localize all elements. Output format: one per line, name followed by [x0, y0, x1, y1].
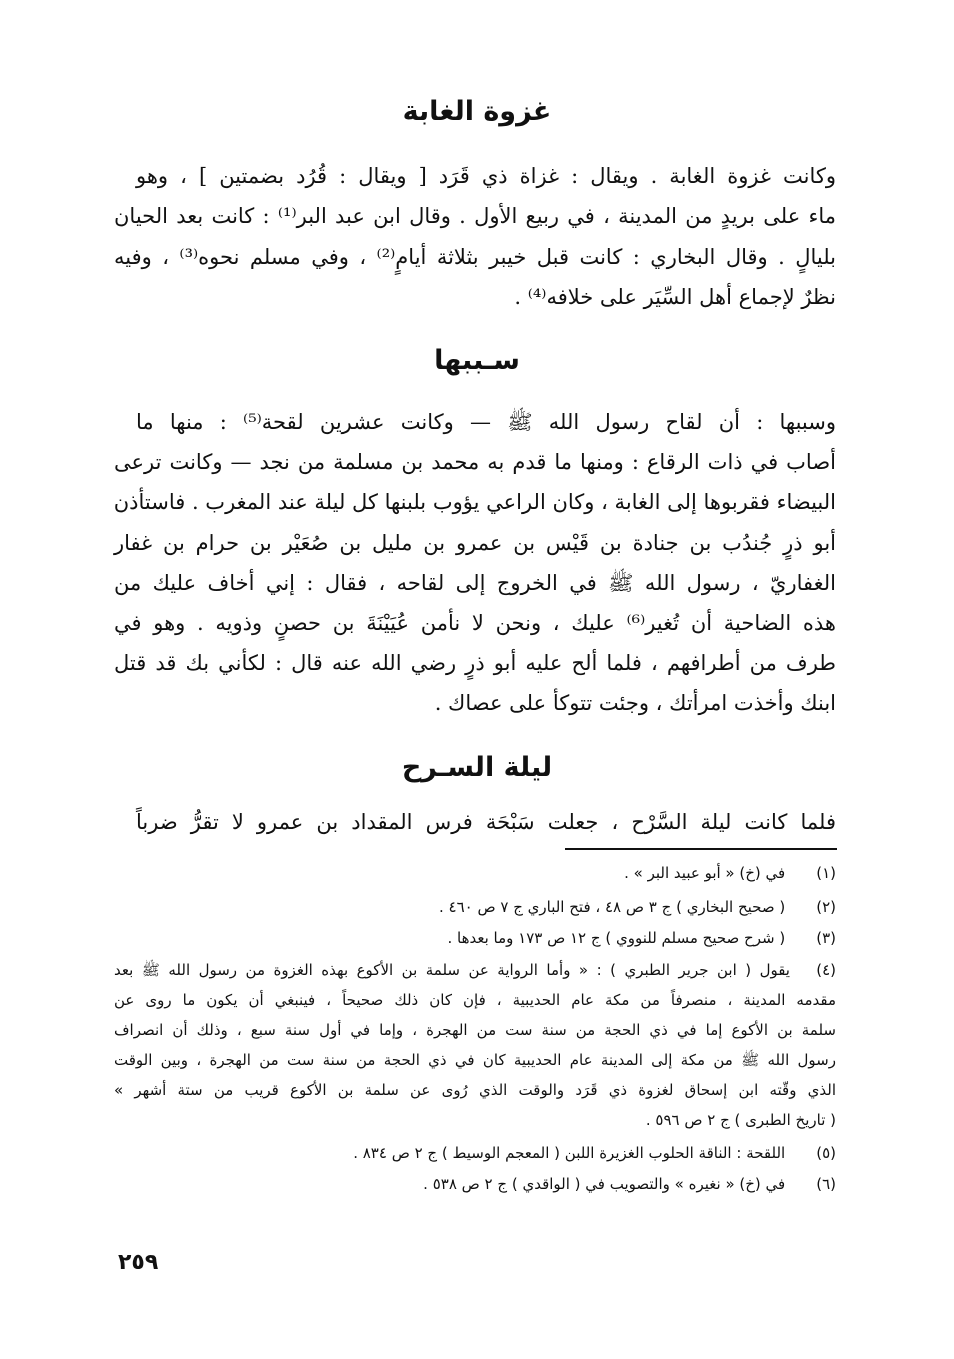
footnote-3 [114, 931, 836, 946]
footnote-text: في (خ) « نغيره » والتصويب في ( الواقدي ) ج ٢ ص ٥٣٨ . [423, 1175, 786, 1193]
section-title-sababuha: سـببها [434, 345, 520, 376]
footnote-number: (٣) [816, 929, 836, 947]
section-title-laylat-al-sarh: ليلة السـرح [401, 752, 553, 783]
footnote-text-line: رسول الله ﷺ من مكة إلى المدينة عام الحديبية كان في ذي الحجة من سنة ست من الهجرة ، وبين الوقت [114, 1051, 836, 1069]
body-line: ماء على بريدٍ من المدينة ، في ربيع الأول . وقال ابن عبد البر⁽¹⁾ : كانت بعد الحيان [114, 204, 836, 228]
footnote-number: (٤) [816, 961, 836, 979]
body-line: بليالٍ . وقال البخاري : كانت قبل خيبر بثلاثة أيامٍ⁽²⁾ ، وفي مسلم نحوه⁽³⁾ ، وفيه [114, 245, 837, 269]
body-line: ابنك وأخذت امرأتك ، وجئت تتوكأ على عصاك . [434, 691, 836, 715]
body-line: وكانت غزوة الغابة . ويقال : غزاة ذي قَرَد [ ويقال : قُرُد بضمتين ] ، وهو [136, 164, 836, 188]
footnote-number: (٦) [816, 1175, 836, 1193]
footnote-text: ( شرح صحيح مسلم للنووي ) ج ١٢ ص ١٧٣ وما بعدها . [447, 929, 786, 947]
body-line: البيضاء فقربوها إلى الغابة ، وكان الراعي يؤوب بلبنها كل ليلة عند المغرب . فاستأذن [113, 490, 836, 514]
footnote-separator [565, 848, 837, 850]
body-line: هذه الضاحية أن تُغير⁽⁶⁾ عليك ، ونحن لا نأمن عُيَيْنَةَ بن حصنٍ وذويه . وهو في [114, 611, 836, 635]
body-line: طرف من أطرافهم ، فلما ألح عليه أبو ذرٍ رضي الله عنه قال : لكأني بك قد قتل [114, 651, 836, 675]
footnote-text-line: مقدمه المدينة ، منصرفاً من مكة عام الحديبية ، فإن كان ذلك صحيحاً ، فينبغي أن يكون ما روى عن [114, 991, 836, 1009]
footnote-2 [114, 900, 836, 915]
body-line: فلما كانت ليلة السَّرْح ، جعلت سَبْحَة فرس المقداد بن عمرو لا تقرُّ ضرباً [136, 810, 836, 834]
section-title-ghazwat-al-ghaba: غزوة الغابة [402, 96, 552, 127]
footnote-number: (٢) [816, 898, 836, 916]
page-number: ٢٥٩ [118, 1250, 159, 1275]
footnote-number: (٥) [816, 1144, 836, 1162]
body-line: وسببها : أن لقاح رسول الله ﷺ — وكانت عشرين لقحة⁽⁵⁾ : منها ما [136, 410, 836, 434]
body-line: أصاب في ذات الرقاع : ومنها ما قدم به محمد بن مسلمة من نجد — وكانت ترعى [114, 450, 836, 474]
footnote-text: في (خ) « أبو عبيد البر » . [624, 864, 786, 882]
footnote-1 [114, 866, 836, 881]
footnote-text-line: ( تاريخ الطبرى ) ج ٢ ص ٥٩٦ . [645, 1111, 836, 1129]
footnote-text: ( صحيح البخاري ) ج ٣ ص ٤٨ ، فتح الباري ج ٧ ص ٤٦٠ . [438, 898, 786, 916]
footnote-text: اللقحة : الناقة الحلوب الغزيرة اللبن ( المعجم الوسيط ) ج ٢ ص ٨٣٤ . [353, 1144, 786, 1162]
body-line: نظرٌ لإجماع أهل السِّيَر على خلافه⁽⁴⁾ . [514, 285, 836, 309]
footnote-6 [114, 1177, 836, 1192]
footnote-5 [114, 1146, 836, 1161]
footnote-number: (١) [816, 864, 836, 882]
footnote-text-line: يقول ( ابن جرير الطبري ) : « وأما الرواية عن سلمة بن الأكوع بهذه الغزوة من رسول الله ﷺ بعد [114, 961, 790, 979]
footnote-text-line: الذي وقّته ابن إسحاق لغزوة ذي قَرَد والوقت الذي رُوى عن سلمة بن الأكوع قريب من ستة أشهر » [114, 1081, 836, 1099]
footnote-text-line: سلمة بن الأكوع إما في ذي الحجة من سنة ست من الهجرة ، وإما في أول سنة سبع ، وذلك أن انصراف [114, 1021, 836, 1039]
body-line: الغفاريّ ، رسول الله ﷺ في الخروج إلى لقاحه ، فقال : إني أخاف عليك من [114, 571, 836, 595]
body-line: أبو ذرٍ جُندُب بن جنادة بن قَيْس بن عمرو بن مليل بن صُعَيْر بن حرام بن غفار [114, 531, 836, 555]
